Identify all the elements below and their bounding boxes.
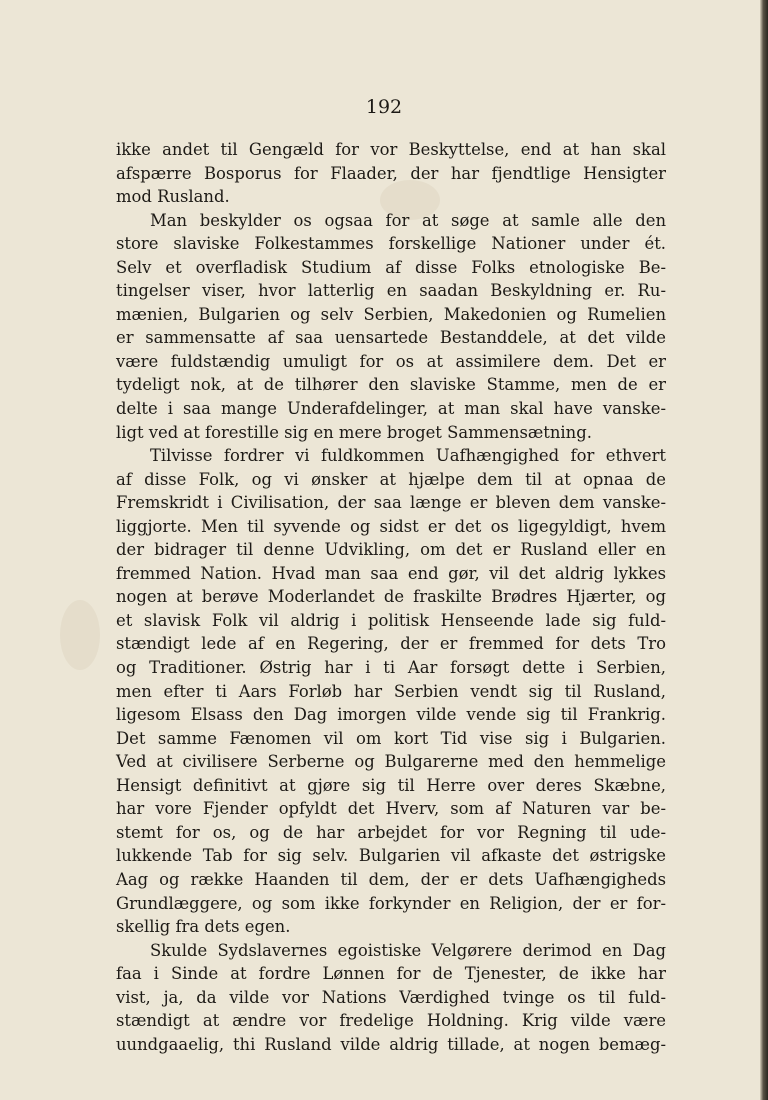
- text-line: faa i Sinde at fordre Lønnen for de Tjenester, de ikke har: [116, 964, 666, 984]
- text-line: mod Rusland.: [116, 187, 230, 207]
- text-line: ligt ved at forestille sig en mere broget Sammensætning.: [116, 422, 592, 442]
- text-line: mænien, Bulgarien og selv Serbien, Makedonien og Rumelien: [116, 304, 666, 324]
- text-line: Selv et overfladisk Studium af disse Folks etnologiske Be-: [116, 257, 666, 277]
- paper-stain: [60, 600, 100, 670]
- text-line: vist, ja, da vilde vor Nations Værdighed tvinge os til fuld-: [116, 987, 666, 1007]
- body-text: [116, 138, 666, 1056]
- text-line: fremmed Nation. Hvad man saa end gør, vil det aldrig lykkes: [116, 563, 666, 583]
- text-line: stemt for os, og de har arbejdet for vor Regning til ude-: [116, 822, 666, 842]
- text-line: ikke andet til Gengæld for vor Beskyttelse, end at han skal: [116, 140, 666, 159]
- text-line: er sammensatte af saa uensartede Bestanddele, at det vilde: [116, 328, 666, 348]
- text-line: Hensigt definitivt at gjøre sig til Herre over deres Skæbne,: [116, 775, 666, 795]
- text-line: stændigt lede af en Regering, der er fremmed for dets Tro: [116, 634, 666, 654]
- text-line: Fremskridt i Civilisation, der saa længe er bleven dem vanske-: [116, 493, 666, 513]
- page-number: 192: [365, 96, 403, 118]
- text-line: Ved at civilisere Serberne og Bulgarerne med den hemmelige: [116, 752, 666, 772]
- text-line: har vore Fjender opfyldt det Hverv, som af Naturen var be-: [116, 799, 666, 819]
- text-line: Tilvisse fordrer vi fuldkommen Uafhængighed for ethvert: [150, 446, 666, 466]
- text-line: liggjorte. Men til syvende og sidst er det os ligegyldigt, hvem: [116, 516, 666, 536]
- text-line: Grundlæggere, og som ikke forkynder en Religion, der er for-: [116, 893, 666, 913]
- text-line: stændigt at ændre vor fredelige Holdning. Krig vilde være: [116, 1011, 666, 1031]
- text-line: skellig fra dets egen.: [116, 917, 291, 937]
- text-line: Skulde Sydslavernes egoistiske Velgørere derimod en Dag: [150, 940, 666, 960]
- text-line: store slaviske Folkestammes forskellige Nationer under ét.: [116, 234, 666, 254]
- text-line: der bidrager til denne Udvikling, om det er Rusland eller en: [116, 540, 666, 560]
- text-line: og Traditioner. Østrig har i ti Aar forsøgt dette i Serbien,: [116, 658, 666, 678]
- text-line: tydeligt nok, at de tilhører den slaviske Stamme, men de er: [116, 375, 666, 395]
- text-line: tingelser viser, hvor latterlig en saadan Beskyldning er. Ru-: [116, 281, 666, 301]
- text-line: ligesom Elsass den Dag imorgen vilde vende sig til Frankrig.: [116, 705, 666, 725]
- text-line: men efter ti Aars Forløb har Serbien vendt sig til Rusland,: [116, 681, 666, 701]
- text-line: et slavisk Folk vil aldrig i politisk Henseende lade sig fuld-: [116, 610, 666, 630]
- text-line: af disse Folk, og vi ønsker at hjælpe dem til at opnaa de: [116, 469, 666, 489]
- text-line: være fuldstændig umuligt for os at assimilere dem. Det er: [116, 351, 666, 371]
- text-line: afspærre Bosporus for Flaader, der har fjendtlige Hensigter: [116, 163, 666, 183]
- page-edge: [760, 0, 768, 1100]
- text-line: Man beskylder os ogsaa for at søge at samle alle den: [150, 210, 666, 230]
- text-line: lukkende Tab for sig selv. Bulgarien vil afkaste det østrigske: [116, 846, 666, 866]
- text-line: Aag og række Haanden til dem, der er dets Uafhængigheds: [116, 869, 666, 889]
- text-line: nogen at berøve Moderlandet de fraskilte Brødres Hjærter, og: [116, 587, 666, 607]
- text-line: delte i saa mange Underafdelinger, at man skal have vanske-: [116, 399, 666, 419]
- text-line: Det samme Fænomen vil om kort Tid vise sig i Bulgarien.: [116, 728, 666, 748]
- text-line: uundgaaelig, thi Rusland vilde aldrig tillade, at nogen bemæg-: [116, 1034, 666, 1054]
